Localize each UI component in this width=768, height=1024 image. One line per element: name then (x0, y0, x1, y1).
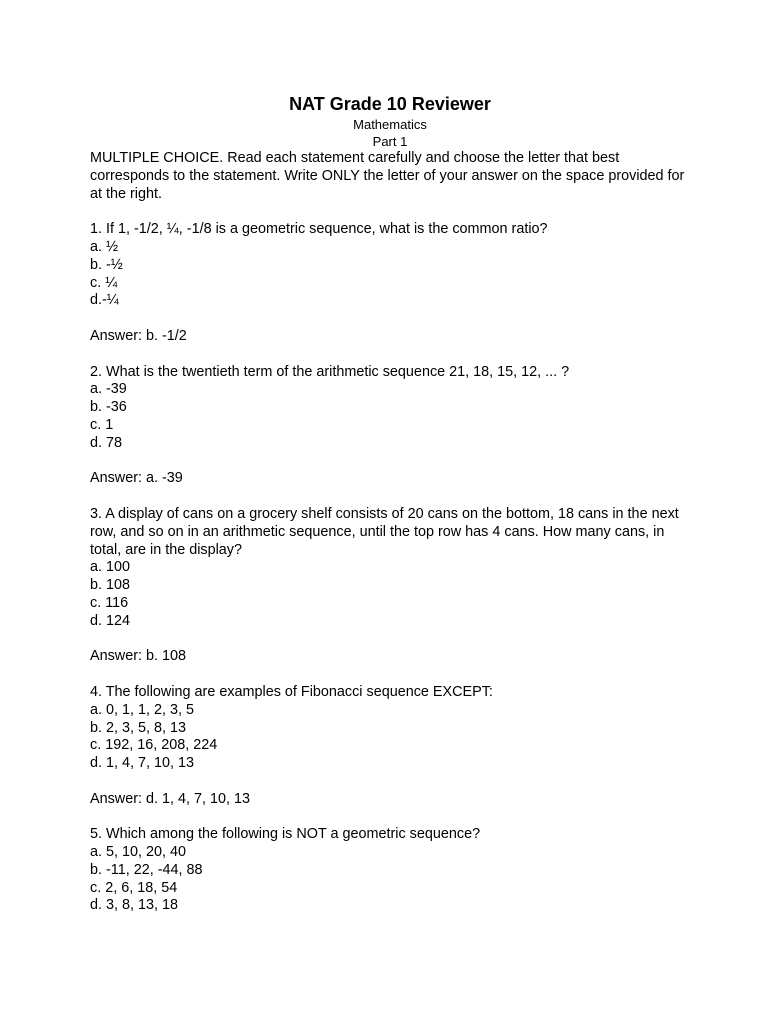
question-stem: 5. Which among the following is NOT a geometric sequence? (90, 826, 481, 843)
choice-b: b. -11, 22, -44, 88 (90, 861, 203, 878)
document-page (90, 92, 690, 915)
choice-b: b. 2, 3, 5, 8, 13 (90, 719, 187, 736)
question-3 (90, 506, 690, 666)
choice-c: c. 192, 16, 208, 224 (90, 737, 218, 754)
question-stem: 4. The following are examples of Fibonacci sequence EXCEPT: (90, 683, 493, 700)
choice-d: d. 124 (90, 612, 131, 629)
question-1 (90, 221, 690, 346)
question-2 (90, 364, 690, 489)
answer-line: Answer: a. -39 (90, 470, 183, 487)
choice-b: b. -36 (90, 399, 127, 416)
choice-a: a. 5, 10, 20, 40 (90, 844, 187, 861)
answer-line: Answer: b. 108 (90, 648, 186, 665)
choice-d: d. 78 (90, 434, 123, 451)
question-5 (90, 826, 690, 915)
question-stem: 3. A display of cans on a grocery shelf consists of 20 cans on the bottom, 18 cans in the next row, and so on in an arithmetic sequence, until the top row has 4 cans. How many cans, in total, are in the display? (90, 505, 679, 558)
choice-c: c. 2, 6, 18, 54 (90, 879, 178, 896)
choice-a: a. 100 (90, 559, 131, 576)
choice-a: a. -39 (90, 381, 127, 398)
answer-line: Answer: b. -1/2 (90, 327, 187, 344)
choice-b: b. -½ (90, 256, 123, 273)
choice-d: d. 1, 4, 7, 10, 13 (90, 755, 195, 772)
document-subject: Mathematics (353, 117, 427, 132)
choice-d: d.-¼ (90, 292, 119, 309)
choice-b: b. 108 (90, 577, 131, 594)
answer-line: Answer: d. 1, 4, 7, 10, 13 (90, 790, 250, 807)
question-stem: 2. What is the twentieth term of the arithmetic sequence 21, 18, 15, 12, ... ? (90, 363, 570, 380)
instructions-text: MULTIPLE CHOICE. Read each statement carefully and choose the letter that best corresponds to the statement. Write ONLY the letter of your answer on the space provided for at the right. (90, 150, 685, 202)
document-part: Part 1 (372, 134, 408, 149)
choice-a: a. ½ (90, 238, 119, 255)
document-title: NAT Grade 10 Reviewer (289, 94, 491, 114)
choice-a: a. 0, 1, 1, 2, 3, 5 (90, 701, 195, 718)
choice-d: d. 3, 8, 13, 18 (90, 897, 179, 914)
choice-c: c. ¼ (90, 274, 118, 291)
question-4 (90, 684, 690, 809)
choice-c: c. 1 (90, 416, 114, 433)
choice-c: c. 116 (90, 594, 129, 611)
question-stem: 1. If 1, -1/2, ¼, -1/8 is a geometric sequence, what is the common ratio? (90, 221, 548, 238)
